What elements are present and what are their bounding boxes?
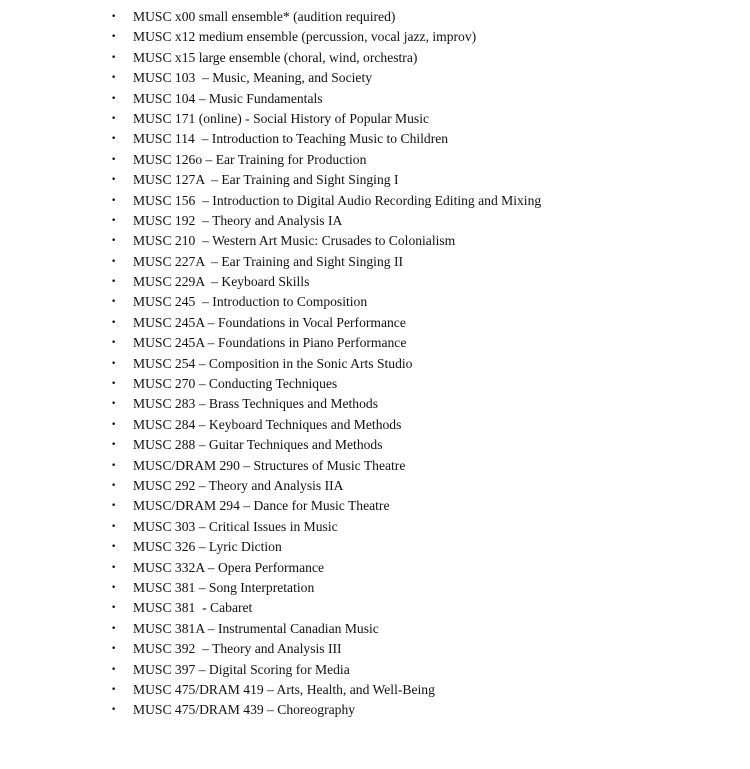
bullet-icon: • [111, 12, 117, 22]
list-item [0, 700, 750, 720]
course-label: MUSC 288 – Guitar Techniques and Methods [133, 437, 383, 453]
bullet-icon: • [111, 582, 117, 593]
course-label: MUSC 156 – Introduction to Digital Audio Recording Editing and Mixing [133, 192, 542, 208]
bullet-icon: • [111, 277, 117, 288]
course-label: MUSC 245 – Introduction to Composition [133, 294, 368, 310]
list-item [0, 374, 750, 394]
list-item [0, 333, 750, 353]
bullet-icon: • [111, 562, 117, 573]
bullet-icon: • [111, 644, 117, 655]
list-item [0, 496, 750, 516]
bullet-icon: • [111, 542, 117, 553]
course-label: MUSC x00 small ensemble* (audition required) [133, 9, 396, 24]
list-item [0, 415, 750, 435]
course-label: MUSC 227A – Ear Training and Sight Singing II [133, 253, 404, 269]
bullet-icon: • [111, 480, 117, 491]
bullet-icon: • [111, 154, 117, 165]
list-item [0, 517, 750, 537]
course-label: MUSC 381 - Cabaret [133, 600, 253, 616]
course-label: MUSC 270 – Conducting Techniques [133, 376, 338, 392]
course-label: MUSC 284 – Keyboard Techniques and Methods [133, 416, 402, 432]
course-label: MUSC 475/DRAM 419 – Arts, Health, and Well-Being [133, 681, 435, 697]
course-label: MUSC 397 – Digital Scoring for Media [133, 661, 350, 677]
list-item [0, 129, 750, 149]
list-item [0, 354, 750, 374]
list-item [0, 578, 750, 598]
bullet-icon: • [111, 664, 117, 675]
list-item [0, 639, 750, 659]
course-label: MUSC 229A – Keyboard Skills [133, 274, 310, 290]
course-label: MUSC 210 – Western Art Music: Crusades to Colonialism [133, 233, 456, 249]
list-item [0, 598, 750, 618]
list-item [0, 537, 750, 557]
bullet-icon: • [111, 460, 117, 471]
course-label: MUSC 171 (online) - Social History of Popular Music [133, 110, 430, 126]
list-item [0, 292, 750, 312]
course-label: MUSC 114 – Introduction to Teaching Music to Children [133, 131, 449, 147]
list-item [0, 252, 750, 272]
list-item [0, 170, 750, 190]
list-item [0, 435, 750, 455]
bullet-icon: • [111, 705, 117, 716]
course-label: MUSC 381 – Song Interpretation [133, 579, 315, 595]
course-label: MUSC 392 – Theory and Analysis III [133, 641, 342, 657]
bullet-icon: • [111, 521, 117, 532]
list-item [0, 476, 750, 496]
course-label: MUSC 127A – Ear Training and Sight Singing I [133, 172, 399, 188]
bullet-icon: • [111, 379, 117, 390]
bullet-icon: • [111, 419, 117, 430]
list-item [0, 394, 750, 414]
bullet-icon: • [111, 501, 117, 512]
bullet-icon: • [111, 52, 117, 63]
list-item [0, 89, 750, 109]
list-item [0, 211, 750, 231]
course-label: MUSC 283 – Brass Techniques and Methods [133, 396, 378, 412]
bullet-icon: • [111, 215, 117, 226]
bullet-icon: • [111, 358, 117, 369]
course-label: MUSC 303 – Critical Issues in Music [133, 518, 338, 534]
bullet-icon: • [111, 603, 117, 614]
bullet-icon: • [111, 134, 117, 145]
bullet-icon: • [111, 399, 117, 410]
course-label: MUSC 245A – Foundations in Vocal Performance [133, 314, 406, 330]
bullet-icon: • [111, 73, 117, 84]
list-item [0, 680, 750, 700]
list-item [0, 272, 750, 292]
bullet-icon: • [111, 175, 117, 186]
bullet-icon: • [111, 32, 117, 43]
bullet-icon: • [111, 440, 117, 451]
list-item [0, 456, 750, 476]
course-label: MUSC 332A – Opera Performance [133, 559, 325, 575]
bullet-icon: • [111, 256, 117, 267]
course-label: MUSC 381A – Instrumental Canadian Music [133, 620, 379, 636]
bullet-icon: • [111, 113, 117, 124]
course-label: MUSC 254 – Composition in the Sonic Arts Studio [133, 355, 413, 371]
bullet-icon: • [111, 297, 117, 308]
course-label: MUSC 326 – Lyric Diction [133, 539, 282, 555]
bullet-icon: • [111, 195, 117, 206]
course-label: MUSC/DRAM 290 – Structures of Music Theatre [133, 457, 406, 473]
course-label: MUSC x15 large ensemble (choral, wind, orchestra) [133, 49, 418, 65]
bullet-icon: • [111, 684, 117, 695]
list-item [0, 313, 750, 333]
course-label: MUSC 192 – Theory and Analysis IA [133, 212, 343, 228]
course-label: MUSC/DRAM 294 – Dance for Music Theatre [133, 498, 390, 514]
course-label: MUSC x12 medium ensemble (percussion, vocal jazz, improv) [133, 29, 477, 45]
course-label: MUSC 475/DRAM 439 – Choreography [133, 702, 356, 718]
list-item [0, 68, 750, 88]
bullet-icon: • [111, 317, 117, 328]
course-label: MUSC 103 – Music, Meaning, and Society [133, 70, 373, 86]
list-item [0, 150, 750, 170]
bullet-icon: • [111, 236, 117, 247]
list-item [0, 558, 750, 578]
list-item [0, 27, 750, 47]
course-label: MUSC 245A – Foundations in Piano Performance [133, 335, 407, 351]
bullet-icon: • [111, 623, 117, 634]
list-item [0, 109, 750, 129]
list-item [0, 191, 750, 211]
list-item [0, 660, 750, 680]
list-item [0, 7, 750, 27]
course-label: MUSC 126o – Ear Training for Production [133, 151, 367, 167]
list-item [0, 48, 750, 68]
bullet-icon: • [111, 93, 117, 104]
list-item [0, 231, 750, 251]
course-list [0, 7, 750, 721]
course-label: MUSC 292 – Theory and Analysis IIA [133, 477, 344, 493]
bullet-icon: • [111, 338, 117, 349]
list-item [0, 619, 750, 639]
course-label: MUSC 104 – Music Fundamentals [133, 90, 323, 106]
